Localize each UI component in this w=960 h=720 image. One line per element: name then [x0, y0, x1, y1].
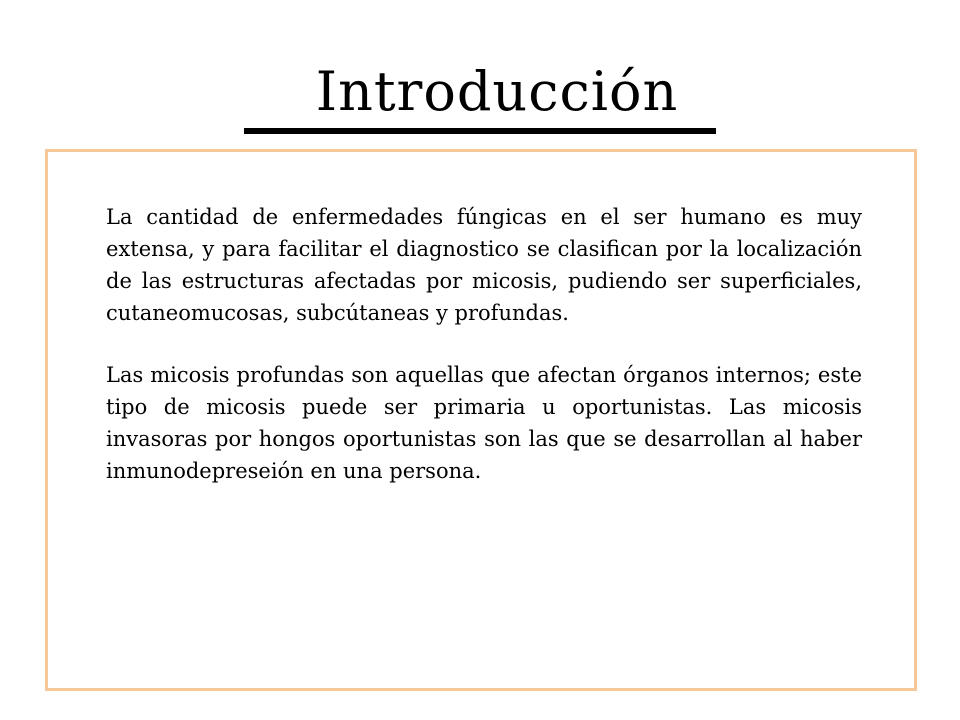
slide-title: Introducción	[244, 56, 717, 134]
title-area	[0, 56, 960, 134]
paragraph-deep-mycoses: Las micosis profundas son aquellas que afectan órganos internos; este tipo de micosis puede ser primaria u oportunistas. Las micosis invasoras por hongos oportunistas son las que se desarrollan al haber inmunodepreseión en una persona.	[106, 363, 862, 483]
paragraph-intro: La cantidad de enfermedades fúngicas en el ser humano es muy extensa, y para facilitar el diagnostico se clasifican por la localización de las estructuras afectadas por micosis, pudiendo ser superficiales, cutaneomucosas, subcútaneas y profundas.	[106, 205, 862, 325]
body-text	[106, 201, 862, 517]
content-panel	[45, 149, 917, 691]
